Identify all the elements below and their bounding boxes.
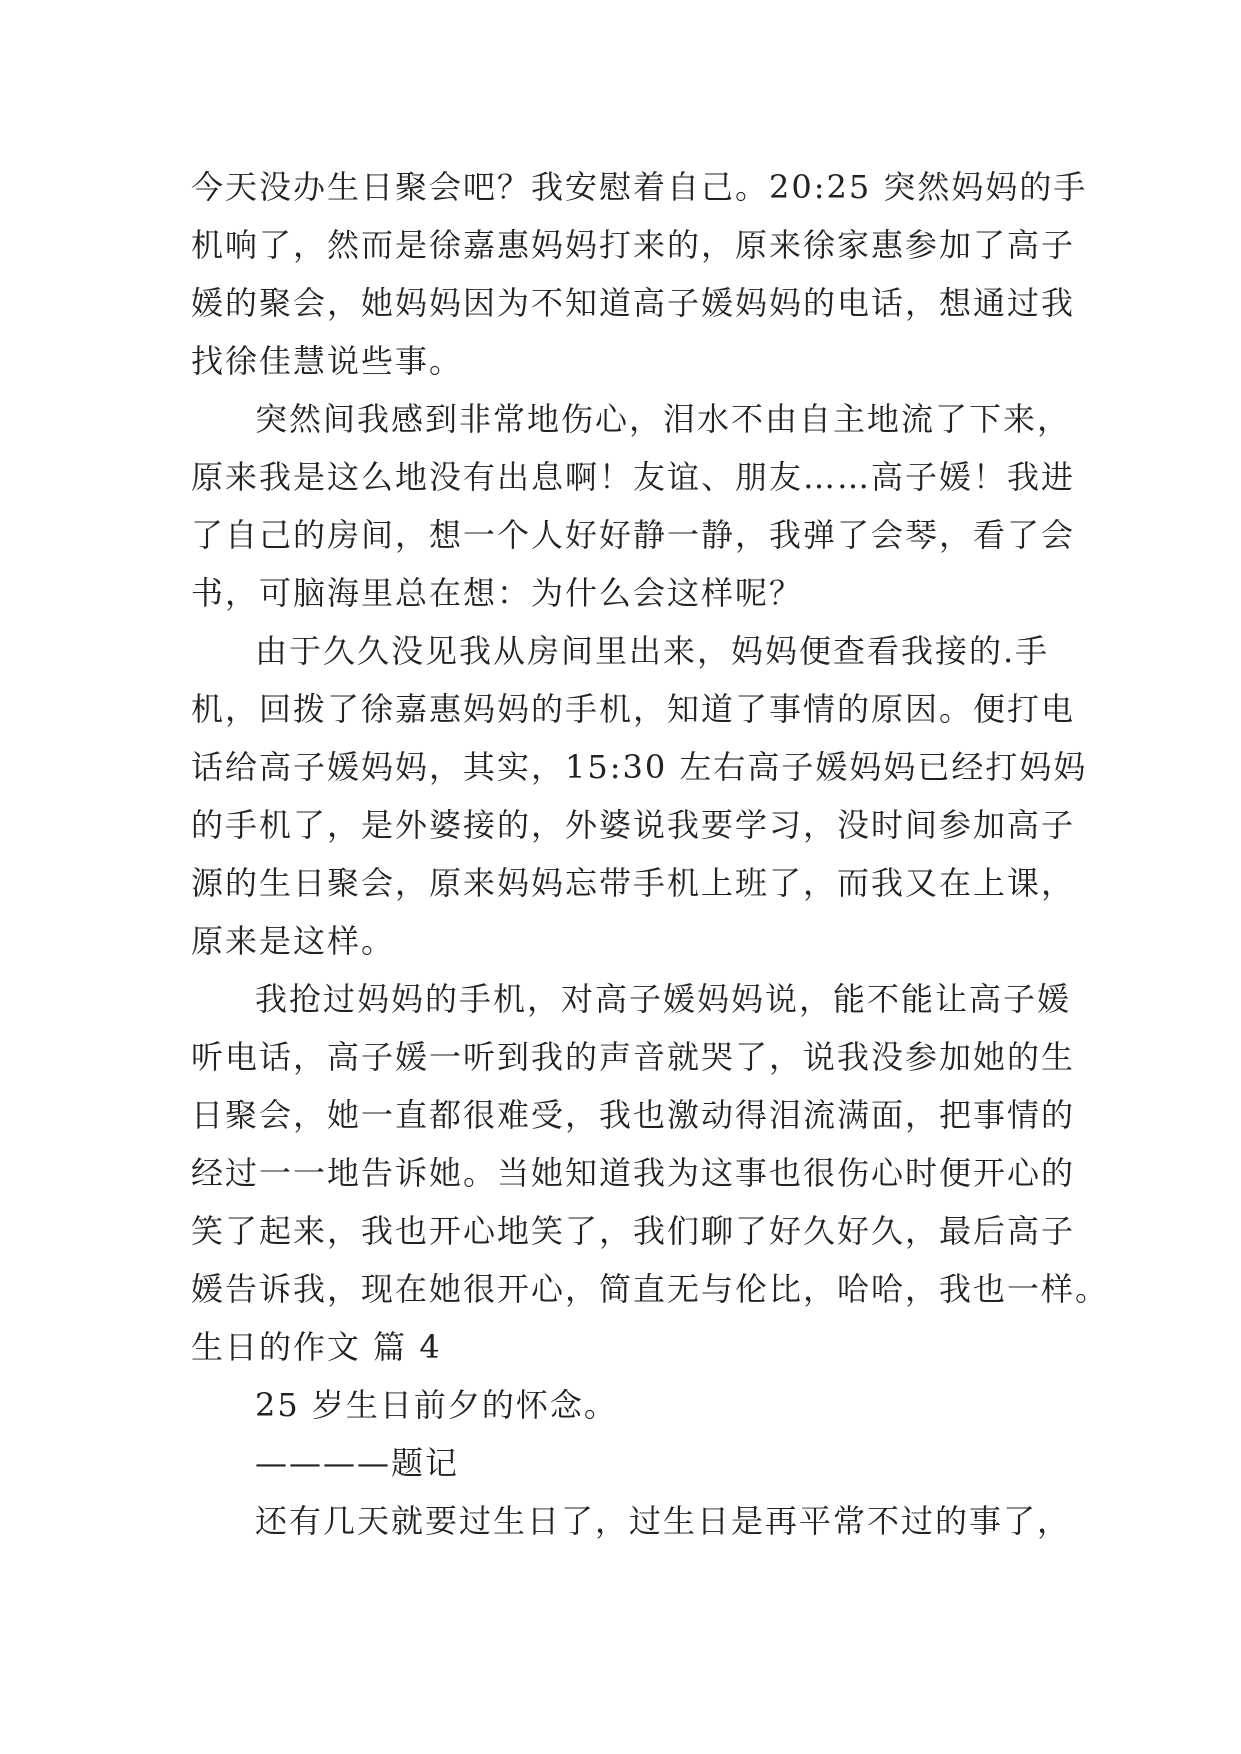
section-heading xyxy=(191,1318,1071,1376)
text-line: 机响了，然而是徐嘉惠妈妈打来的，原来徐家惠参加了高子 xyxy=(191,226,1076,264)
text-line: 还有几天就要过生日了，过生日是再平常不过的事了， xyxy=(255,1502,1072,1540)
text-line: 由于久久没见我从房间里出来，妈妈便查看我接的.手 xyxy=(255,632,1050,670)
paragraph-1 xyxy=(191,158,1088,390)
text-line: 我抢过妈妈的手机，对高子媛妈妈说，能不能让高子媛 xyxy=(255,980,1072,1018)
text-line: 的手机了，是外婆接的，外婆说我要学习，没时间参加高子 xyxy=(191,806,1076,844)
subtitle-text: 25 岁生日前夕的怀念。 xyxy=(255,1386,618,1424)
subtitle xyxy=(191,1376,1071,1434)
section-heading-text: 生日的作文 篇 4 xyxy=(191,1328,442,1366)
paragraph-3 xyxy=(191,622,1088,970)
text-line: 源的生日聚会，原来妈妈忘带手机上班了，而我又在上课， xyxy=(191,864,1076,902)
text-line: 经过一一地告诉她。当她知道我为这事也很伤心时便开心的 xyxy=(191,1154,1076,1192)
text-line: 今天没办生日聚会吧？我安慰着自己。20:25 突然妈妈的手 xyxy=(191,168,1088,206)
paragraph-2 xyxy=(191,390,1076,622)
text-line: 书，可脑海里总在想：为什么会这样呢？ xyxy=(191,574,804,612)
paragraph-5 xyxy=(191,1492,1071,1550)
text-line: 突然间我感到非常地伤心，泪水不由自主地流了下来， xyxy=(255,400,1072,438)
document-body xyxy=(191,158,1110,1550)
paragraph-4 xyxy=(191,970,1110,1318)
text-line: 找徐佳慧说些事。 xyxy=(191,342,464,380)
text-line: 原来我是这么地没有出息啊！友谊、朋友……高子媛！我进 xyxy=(191,458,1076,496)
text-line: 了自己的房间，想一个人好好静一静，我弹了会琴，看了会 xyxy=(191,516,1076,554)
text-line: 机，回拨了徐嘉惠妈妈的手机，知道了事情的原因。便打电 xyxy=(191,690,1076,728)
text-line: 日聚会，她一直都很难受，我也激动得泪流满面，把事情的 xyxy=(191,1096,1076,1134)
text-line: 话给高子媛妈妈，其实，15:30 左右高子媛妈妈已经打妈妈 xyxy=(191,748,1088,786)
text-line: 原来是这样。 xyxy=(191,922,396,960)
epigraph xyxy=(191,1434,1071,1492)
text-line: 媛告诉我，现在她很开心，简直无与伦比，哈哈，我也一样。 xyxy=(191,1270,1110,1308)
epigraph-text: ————题记 xyxy=(255,1444,460,1482)
text-line: 媛的聚会，她妈妈因为不知道高子媛妈妈的电话，想通过我 xyxy=(191,284,1076,322)
text-line: 笑了起来，我也开心地笑了，我们聊了好久好久，最后高子 xyxy=(191,1212,1076,1250)
text-line: 听电话，高子媛一听到我的声音就哭了，说我没参加她的生 xyxy=(191,1038,1076,1076)
